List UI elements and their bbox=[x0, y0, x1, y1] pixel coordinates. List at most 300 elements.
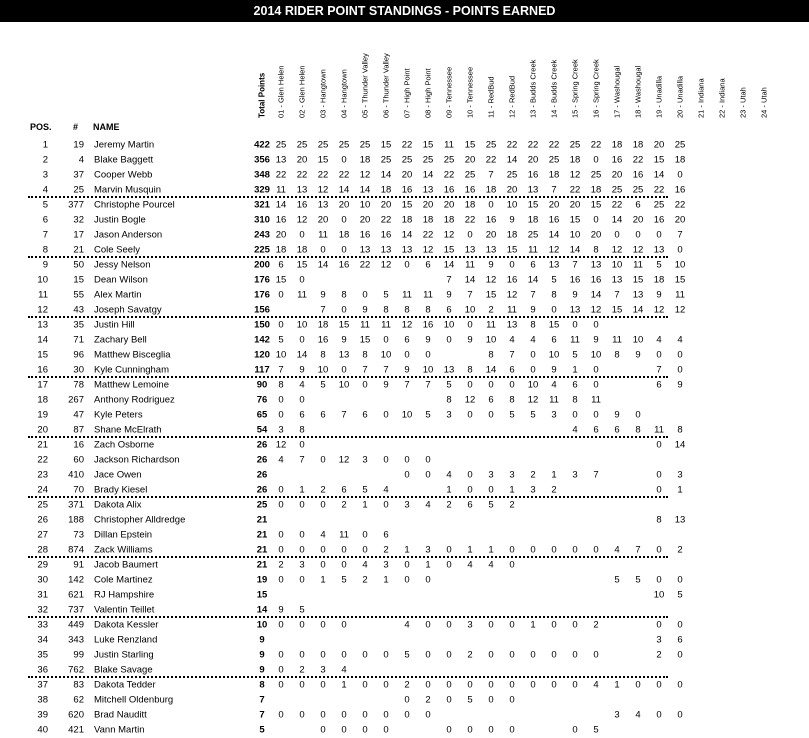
table-row bbox=[0, 677, 809, 692]
points-cell: 6 bbox=[677, 634, 683, 645]
points-cell: 0 bbox=[320, 559, 326, 570]
position-cell: 36 bbox=[37, 664, 48, 675]
points-cell: 22 bbox=[506, 139, 518, 150]
position-cell: 7 bbox=[42, 229, 48, 240]
points-cell: 12 bbox=[653, 304, 665, 315]
points-cell: 0 bbox=[299, 649, 305, 660]
rider-name-cell: Matthew Lemoine bbox=[94, 379, 169, 390]
points-cell: 0 bbox=[362, 679, 368, 690]
points-cell: 14 bbox=[506, 154, 518, 165]
points-cell: 10 bbox=[653, 589, 665, 600]
points-cell: 18 bbox=[275, 244, 287, 255]
total-points-cell: 76 bbox=[256, 394, 268, 405]
points-cell: 0 bbox=[278, 544, 284, 555]
points-cell: 16 bbox=[338, 259, 350, 270]
points-cell: 2 bbox=[446, 499, 452, 510]
points-cell: 25 bbox=[569, 139, 581, 150]
points-cell: 15 bbox=[569, 214, 581, 225]
rider-name-cell: Cooper Webb bbox=[94, 169, 153, 180]
points-cell: 20 bbox=[359, 214, 371, 225]
rider-number-cell: 421 bbox=[68, 724, 84, 735]
round-header bbox=[588, 7, 604, 127]
rider-name-cell: Justin Hill bbox=[94, 319, 135, 330]
points-cell: 0 bbox=[509, 694, 515, 705]
points-cell: 7 bbox=[572, 259, 578, 270]
round-header-label: 16 - Spring Creek bbox=[591, 59, 601, 118]
points-cell: 3 bbox=[572, 469, 578, 480]
points-cell: 0 bbox=[467, 409, 473, 420]
points-cell: 15 bbox=[401, 199, 413, 210]
points-cell: 7 bbox=[635, 544, 641, 555]
points-cell: 13 bbox=[506, 319, 518, 330]
points-cell: 11 bbox=[423, 289, 433, 300]
total-points-cell: 156 bbox=[254, 304, 270, 315]
points-cell: 0 bbox=[446, 334, 452, 345]
points-cell: 20 bbox=[653, 139, 665, 150]
rider-number-cell: 87 bbox=[73, 424, 84, 435]
points-cell: 0 bbox=[593, 214, 599, 225]
table-row bbox=[0, 467, 809, 482]
points-cell: 0 bbox=[425, 574, 431, 585]
points-cell: 22 bbox=[611, 199, 623, 210]
points-cell: 0 bbox=[677, 169, 683, 180]
points-cell: 14 bbox=[590, 289, 602, 300]
points-cell: 0 bbox=[572, 679, 578, 690]
points-cell: 0 bbox=[656, 709, 662, 720]
points-cell: 1 bbox=[551, 469, 557, 480]
rider-number-cell: 4 bbox=[78, 154, 84, 165]
points-cell: 0 bbox=[299, 229, 305, 240]
position-cell: 11 bbox=[38, 289, 48, 300]
points-cell: 0 bbox=[383, 409, 389, 420]
points-cell: 0 bbox=[320, 619, 326, 630]
points-cell: 15 bbox=[485, 289, 497, 300]
total-points-cell: 26 bbox=[256, 439, 268, 450]
points-cell: 0 bbox=[446, 694, 452, 705]
points-cell: 0 bbox=[656, 544, 662, 555]
rider-name-cell: Zach Osborne bbox=[94, 439, 155, 450]
points-cell: 20 bbox=[317, 214, 329, 225]
points-cell: 0 bbox=[509, 724, 515, 735]
points-cell: 4 bbox=[677, 334, 683, 345]
points-cell: 0 bbox=[677, 619, 683, 630]
points-cell: 0 bbox=[299, 709, 305, 720]
total-points-header-label: Total Points bbox=[257, 72, 267, 118]
round-header-label: 23 - Utah bbox=[738, 87, 748, 118]
table-row bbox=[0, 482, 809, 497]
points-cell: 13 bbox=[485, 244, 497, 255]
points-cell: 6 bbox=[446, 304, 452, 315]
points-cell: 4 bbox=[320, 529, 326, 540]
round-header bbox=[693, 7, 709, 127]
round-header bbox=[735, 7, 751, 127]
points-cell: 22 bbox=[317, 169, 329, 180]
position-cell: 14 bbox=[37, 334, 48, 345]
points-cell: 18 bbox=[548, 169, 560, 180]
points-cell: 0 bbox=[425, 469, 431, 480]
rider-name-cell: Jacob Baumert bbox=[94, 559, 158, 570]
total-points-cell: 8 bbox=[259, 679, 265, 690]
points-cell: 6 bbox=[299, 409, 305, 420]
points-cell: 9 bbox=[677, 379, 683, 390]
rider-number-cell: 62 bbox=[73, 694, 84, 705]
points-cell: 11 bbox=[654, 424, 664, 435]
points-cell: 0 bbox=[446, 679, 452, 690]
table-row bbox=[0, 137, 809, 152]
points-cell: 12 bbox=[317, 184, 329, 195]
points-cell: 0 bbox=[467, 724, 473, 735]
points-cell: 13 bbox=[464, 244, 476, 255]
points-cell: 0 bbox=[656, 679, 662, 690]
points-cell: 1 bbox=[404, 544, 410, 555]
points-cell: 18 bbox=[527, 214, 539, 225]
total-points-cell: 120 bbox=[254, 349, 270, 360]
points-cell: 8 bbox=[656, 514, 662, 525]
total-points-cell: 176 bbox=[254, 274, 270, 285]
points-cell: 0 bbox=[299, 499, 305, 510]
points-cell: 11 bbox=[549, 394, 559, 405]
position-cell: 28 bbox=[37, 544, 48, 555]
points-cell: 16 bbox=[548, 214, 560, 225]
points-cell: 4 bbox=[404, 619, 410, 630]
points-cell: 7 bbox=[446, 274, 452, 285]
total-points-cell: 117 bbox=[254, 364, 270, 375]
points-cell: 12 bbox=[611, 244, 623, 255]
points-cell: 0 bbox=[404, 454, 410, 465]
points-cell: 16 bbox=[653, 214, 665, 225]
points-cell: 0 bbox=[341, 154, 347, 165]
points-cell: 0 bbox=[488, 379, 494, 390]
points-cell: 0 bbox=[278, 484, 284, 495]
points-cell: 15 bbox=[590, 199, 602, 210]
points-cell: 0 bbox=[677, 364, 683, 375]
round-header-label: 10 - Tennessee bbox=[465, 66, 475, 118]
points-cell: 25 bbox=[296, 139, 308, 150]
rider-name-cell: Jason Anderson bbox=[94, 229, 163, 240]
points-cell: 12 bbox=[548, 244, 560, 255]
points-cell: 4 bbox=[467, 559, 473, 570]
points-cell: 0 bbox=[299, 544, 305, 555]
points-cell: 1 bbox=[341, 679, 347, 690]
points-cell: 0 bbox=[383, 724, 389, 735]
points-cell: 3 bbox=[383, 559, 389, 570]
round-header-label: 02 - Glen Helen bbox=[297, 65, 307, 118]
table-row bbox=[0, 347, 809, 362]
position-cell: 35 bbox=[37, 649, 48, 660]
points-cell: 8 bbox=[572, 394, 578, 405]
points-cell: 8 bbox=[404, 304, 410, 315]
points-cell: 15 bbox=[338, 319, 350, 330]
points-cell: 0 bbox=[383, 679, 389, 690]
points-cell: 15 bbox=[653, 154, 665, 165]
points-cell: 14 bbox=[296, 349, 308, 360]
points-cell: 0 bbox=[656, 484, 662, 495]
rider-number-cell: 73 bbox=[73, 529, 84, 540]
points-cell: 4 bbox=[509, 334, 515, 345]
points-cell: 2 bbox=[488, 304, 494, 315]
points-cell: 6 bbox=[509, 364, 515, 375]
position-cell: 32 bbox=[37, 604, 48, 615]
rider-name-cell: Brady Kiesel bbox=[94, 484, 148, 495]
points-cell: 14 bbox=[464, 274, 476, 285]
round-header bbox=[420, 7, 436, 127]
points-cell: 25 bbox=[464, 169, 476, 180]
points-cell: 6 bbox=[404, 334, 410, 345]
points-cell: 0 bbox=[572, 724, 578, 735]
points-cell: 0 bbox=[656, 574, 662, 585]
rider-name-cell: Dakota Kessler bbox=[94, 619, 159, 630]
position-cell: 4 bbox=[42, 184, 48, 195]
rider-name-cell: Jeremy Martin bbox=[94, 139, 155, 150]
points-cell: 3 bbox=[278, 424, 284, 435]
points-cell: 11 bbox=[591, 394, 601, 405]
points-cell: 0 bbox=[593, 364, 599, 375]
points-cell: 3 bbox=[551, 409, 557, 420]
points-cell: 5 bbox=[551, 274, 557, 285]
position-cell: 13 bbox=[37, 319, 48, 330]
points-cell: 20 bbox=[527, 154, 539, 165]
points-cell: 4 bbox=[446, 469, 452, 480]
points-cell: 3 bbox=[467, 619, 473, 630]
points-cell: 7 bbox=[299, 454, 305, 465]
points-cell: 7 bbox=[656, 364, 662, 375]
points-cell: 16 bbox=[359, 229, 371, 240]
points-cell: 10 bbox=[401, 409, 413, 420]
points-cell: 0 bbox=[278, 394, 284, 405]
points-cell: 6 bbox=[467, 499, 473, 510]
points-cell: 7 bbox=[383, 364, 389, 375]
position-cell: 18 bbox=[37, 394, 48, 405]
position-cell: 3 bbox=[42, 169, 48, 180]
points-cell: 2 bbox=[383, 544, 389, 555]
rider-number-cell: 21 bbox=[73, 244, 84, 255]
points-cell: 11 bbox=[465, 259, 475, 270]
points-cell: 18 bbox=[632, 139, 644, 150]
points-cell: 2 bbox=[320, 484, 326, 495]
points-cell: 1 bbox=[677, 484, 683, 495]
points-cell: 12 bbox=[422, 244, 434, 255]
points-cell: 8 bbox=[593, 244, 599, 255]
round-header-label: 22 - Indiana bbox=[717, 78, 727, 118]
points-cell: 6 bbox=[530, 259, 536, 270]
rider-name-cell: Luke Renzland bbox=[94, 634, 158, 645]
round-header bbox=[483, 7, 499, 127]
rider-name-cell: Blake Savage bbox=[94, 664, 153, 675]
round-header-label: 05 - Thunder Valley bbox=[360, 53, 370, 118]
points-cell: 13 bbox=[359, 244, 371, 255]
position-cell: 26 bbox=[37, 514, 48, 525]
points-cell: 25 bbox=[380, 154, 392, 165]
total-points-cell: 21 bbox=[256, 514, 268, 525]
points-cell: 0 bbox=[614, 229, 620, 240]
points-cell: 2 bbox=[299, 664, 305, 675]
points-cell: 5 bbox=[530, 409, 536, 420]
points-cell: 3 bbox=[404, 499, 410, 510]
points-cell: 0 bbox=[488, 649, 494, 660]
points-cell: 0 bbox=[299, 394, 305, 405]
points-cell: 0 bbox=[677, 574, 683, 585]
points-cell: 5 bbox=[488, 499, 494, 510]
position-cell: 15 bbox=[37, 349, 48, 360]
rider-number-cell: 25 bbox=[73, 184, 84, 195]
points-cell: 10 bbox=[443, 319, 455, 330]
points-cell: 18 bbox=[443, 214, 455, 225]
points-cell: 15 bbox=[443, 244, 455, 255]
points-cell: 11 bbox=[675, 289, 685, 300]
total-points-cell: 9 bbox=[259, 649, 265, 660]
points-cell: 0 bbox=[656, 349, 662, 360]
points-cell: 25 bbox=[275, 139, 287, 150]
round-header-label: 13 - Budds Creek bbox=[528, 59, 538, 118]
total-points-cell: 7 bbox=[259, 694, 265, 705]
points-cell: 10 bbox=[569, 229, 581, 240]
points-cell: 0 bbox=[572, 544, 578, 555]
points-cell: 8 bbox=[320, 349, 326, 360]
points-cell: 0 bbox=[425, 679, 431, 690]
points-cell: 2 bbox=[677, 544, 683, 555]
points-cell: 3 bbox=[299, 559, 305, 570]
position-cell: 40 bbox=[37, 724, 48, 735]
points-cell: 0 bbox=[404, 469, 410, 480]
total-points-cell: 25 bbox=[256, 499, 268, 510]
points-cell: 0 bbox=[341, 649, 347, 660]
points-cell: 11 bbox=[612, 334, 622, 345]
points-cell: 12 bbox=[338, 454, 350, 465]
rider-name-cell: Zachary Bell bbox=[94, 334, 147, 345]
position-cell: 10 bbox=[37, 274, 48, 285]
points-cell: 0 bbox=[404, 709, 410, 720]
round-header-label: 08 - High Point bbox=[423, 68, 433, 118]
points-cell: 14 bbox=[275, 199, 287, 210]
rider-number-cell: 343 bbox=[68, 634, 84, 645]
points-cell: 10 bbox=[359, 199, 371, 210]
points-cell: 0 bbox=[593, 409, 599, 420]
round-header bbox=[441, 7, 457, 127]
points-cell: 0 bbox=[677, 349, 683, 360]
points-cell: 3 bbox=[488, 469, 494, 480]
points-cell: 16 bbox=[296, 199, 308, 210]
points-cell: 6 bbox=[635, 199, 641, 210]
points-cell: 20 bbox=[443, 199, 455, 210]
rider-number-cell: 17 bbox=[73, 229, 84, 240]
points-cell: 5 bbox=[467, 694, 473, 705]
points-cell: 0 bbox=[677, 679, 683, 690]
points-cell: 15 bbox=[380, 139, 392, 150]
points-cell: 9 bbox=[446, 289, 452, 300]
points-cell: 0 bbox=[341, 559, 347, 570]
points-cell: 0 bbox=[446, 544, 452, 555]
points-cell: 0 bbox=[383, 649, 389, 660]
points-cell: 1 bbox=[572, 364, 578, 375]
points-cell: 3 bbox=[446, 409, 452, 420]
round-header bbox=[462, 7, 478, 127]
points-cell: 14 bbox=[317, 259, 329, 270]
points-cell: 20 bbox=[611, 169, 623, 180]
points-cell: 25 bbox=[590, 169, 602, 180]
points-cell: 0 bbox=[551, 304, 557, 315]
total-points-cell: 329 bbox=[254, 184, 270, 195]
position-cell: 37 bbox=[37, 679, 48, 690]
table-row bbox=[0, 317, 809, 332]
table-row bbox=[0, 332, 809, 347]
points-cell: 0 bbox=[488, 619, 494, 630]
points-cell: 18 bbox=[674, 154, 686, 165]
points-cell: 11 bbox=[633, 259, 643, 270]
total-points-cell: 15 bbox=[256, 589, 268, 600]
table-row bbox=[0, 722, 809, 737]
points-cell: 7 bbox=[341, 409, 347, 420]
round-header-label: 14 - Budds Creek bbox=[549, 59, 559, 118]
points-cell: 11 bbox=[381, 319, 391, 330]
points-cell: 5 bbox=[383, 289, 389, 300]
points-cell: 0 bbox=[341, 304, 347, 315]
points-cell: 20 bbox=[485, 229, 497, 240]
rider-number-cell: 15 bbox=[73, 274, 84, 285]
points-cell: 0 bbox=[467, 229, 473, 240]
points-cell: 1 bbox=[362, 499, 368, 510]
points-cell: 12 bbox=[485, 274, 497, 285]
points-cell: 0 bbox=[530, 349, 536, 360]
points-cell: 10 bbox=[611, 259, 623, 270]
rider-name-cell: RJ Hampshire bbox=[94, 589, 155, 600]
table-row bbox=[0, 182, 809, 197]
points-cell: 0 bbox=[509, 619, 515, 630]
points-cell: 0 bbox=[320, 544, 326, 555]
points-cell: 18 bbox=[422, 214, 434, 225]
points-cell: 0 bbox=[299, 439, 305, 450]
points-cell: 18 bbox=[317, 319, 329, 330]
points-cell: 0 bbox=[635, 409, 641, 420]
points-cell: 20 bbox=[275, 229, 287, 240]
points-cell: 1 bbox=[425, 559, 431, 570]
points-cell: 7 bbox=[593, 469, 599, 480]
points-cell: 3 bbox=[656, 634, 662, 645]
points-cell: 0 bbox=[572, 649, 578, 660]
points-cell: 2 bbox=[341, 499, 347, 510]
position-cell: 8 bbox=[42, 244, 48, 255]
points-cell: 6 bbox=[572, 379, 578, 390]
points-cell: 25 bbox=[653, 199, 665, 210]
points-cell: 18 bbox=[485, 184, 497, 195]
points-cell: 6 bbox=[341, 484, 347, 495]
round-header bbox=[399, 7, 415, 127]
points-cell: 1 bbox=[530, 619, 536, 630]
points-cell: 12 bbox=[380, 259, 392, 270]
points-cell: 3 bbox=[677, 469, 683, 480]
points-cell: 0 bbox=[341, 214, 347, 225]
points-cell: 4 bbox=[530, 334, 536, 345]
points-cell: 12 bbox=[527, 394, 539, 405]
points-cell: 6 bbox=[656, 379, 662, 390]
points-cell: 22 bbox=[464, 214, 476, 225]
points-cell: 0 bbox=[278, 619, 284, 630]
points-cell: 6 bbox=[425, 259, 431, 270]
rider-name-cell: Valentin Teillet bbox=[94, 604, 155, 615]
rider-number-cell: 37 bbox=[73, 169, 84, 180]
points-cell: 0 bbox=[362, 724, 368, 735]
points-cell: 10 bbox=[674, 259, 686, 270]
rider-name-cell: Christophe Pourcel bbox=[94, 199, 175, 210]
points-cell: 18 bbox=[464, 199, 476, 210]
position-cell: 27 bbox=[37, 529, 48, 540]
rider-name-cell: Alex Martin bbox=[94, 289, 142, 300]
points-cell: 0 bbox=[530, 544, 536, 555]
rider-number-cell: 99 bbox=[73, 649, 84, 660]
points-cell: 25 bbox=[632, 184, 644, 195]
round-header-label: 20 - Unadilla bbox=[675, 75, 685, 118]
points-cell: 7 bbox=[278, 364, 284, 375]
points-cell: 22 bbox=[296, 169, 308, 180]
